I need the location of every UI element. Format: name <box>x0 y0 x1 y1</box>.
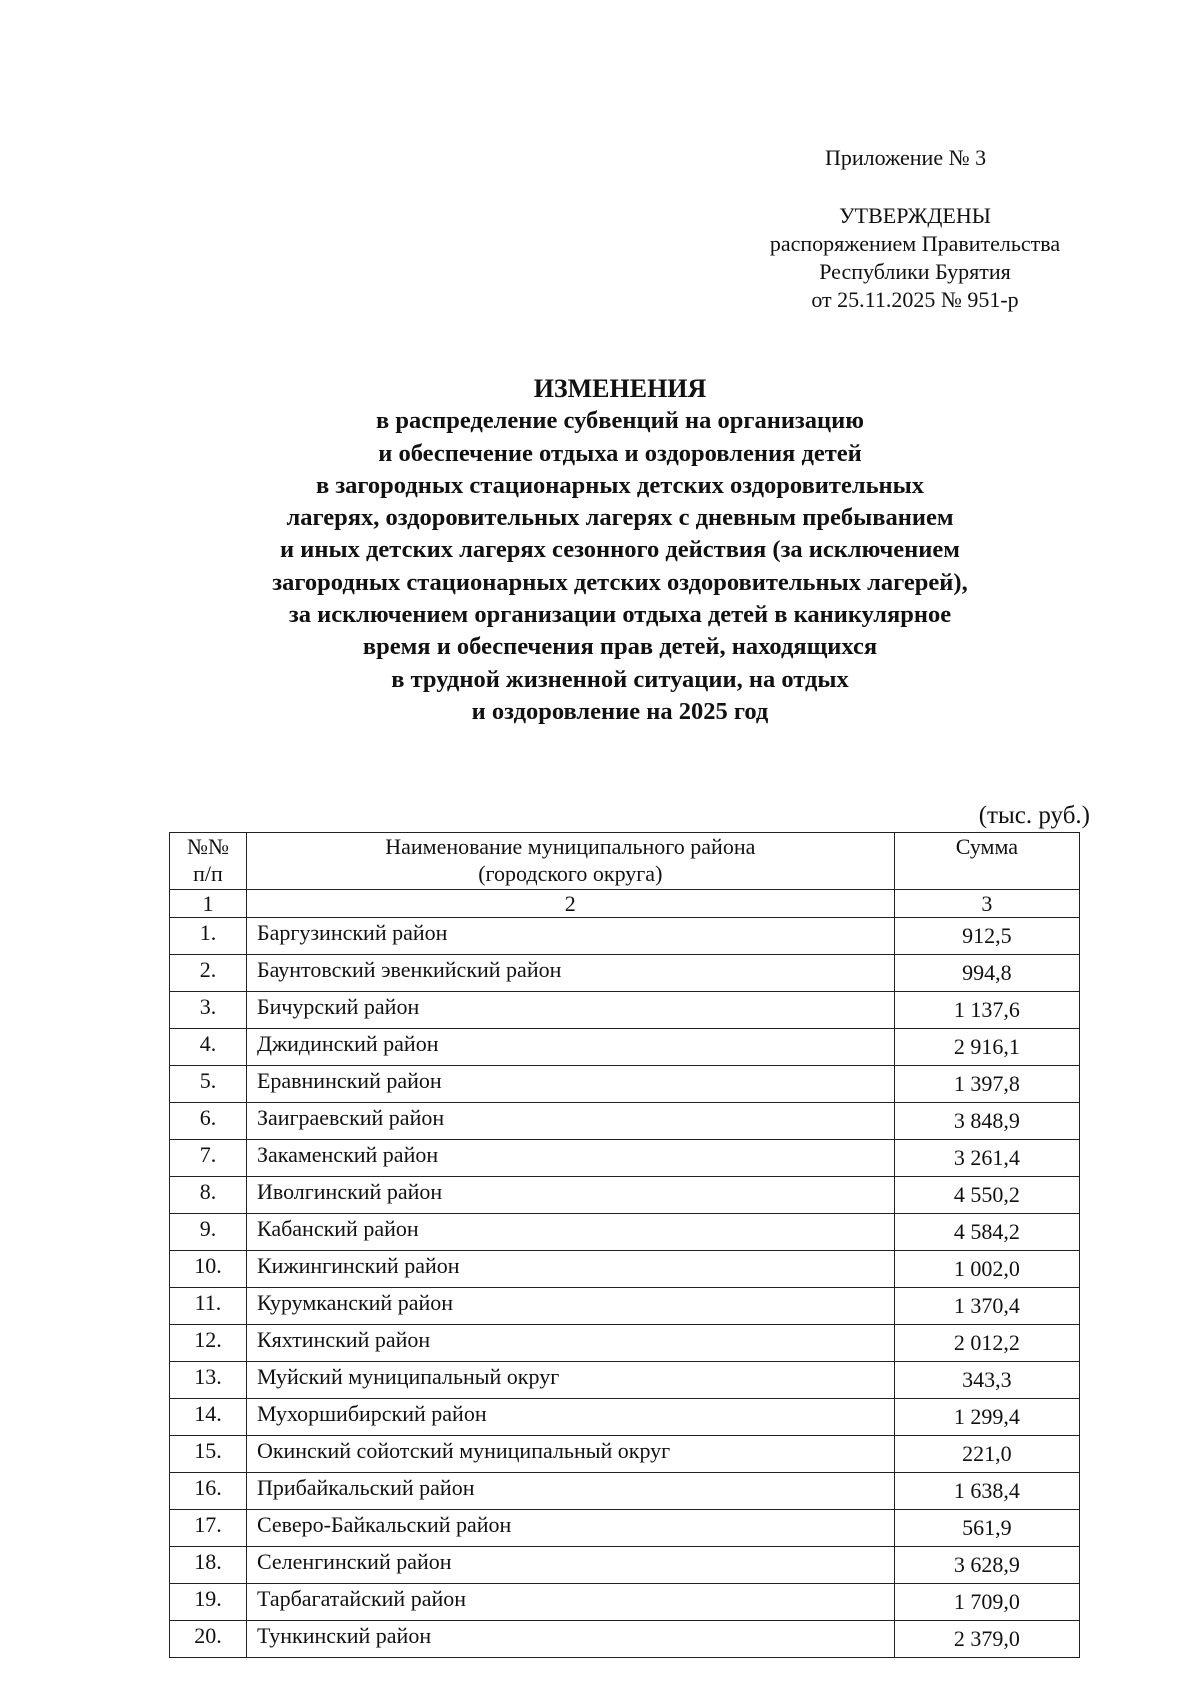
row-district-name: Прибайкальский район <box>246 1473 894 1510</box>
table-row <box>170 1140 1080 1177</box>
row-sum: 1 002,0 <box>894 1251 1079 1288</box>
title-line: и оздоровление на 2025 год <box>471 697 769 725</box>
title-main: ИЗМЕНЕНИЯ <box>533 374 707 403</box>
table-row <box>170 1436 1080 1473</box>
title-line: лагерях, оздоровительных лагерях с дневным пребыванием <box>286 504 954 532</box>
table-row <box>170 1288 1080 1325</box>
header-num <box>170 833 247 890</box>
table-row <box>170 1325 1080 1362</box>
row-number: 13. <box>170 1362 247 1399</box>
approval-line: распоряжением Правительства <box>769 231 1061 256</box>
row-district-name: Окинский сойотский муниципальный округ <box>246 1436 894 1473</box>
row-district-name: Кабанский район <box>246 1214 894 1251</box>
header-sum: Сумма <box>894 833 1079 890</box>
title-line: загородных стационарных детских оздоровительных лагерей), <box>272 568 968 596</box>
row-district-name: Баргузинский район <box>246 918 894 955</box>
row-number: 14. <box>170 1399 247 1436</box>
title-line: в трудной жизненной ситуации, на отдых <box>391 665 849 693</box>
row-sum: 912,5 <box>894 918 1079 955</box>
row-district-name: Еравнинский район <box>246 1066 894 1103</box>
table-row <box>170 1584 1080 1621</box>
appendix-label: Приложение № 3 <box>825 145 987 170</box>
row-district-name: Кяхтинский район <box>246 1325 894 1362</box>
table-row <box>170 1103 1080 1140</box>
table-header-row <box>170 833 1080 890</box>
table-row <box>170 1547 1080 1584</box>
row-sum: 3 261,4 <box>894 1140 1079 1177</box>
row-number: 20. <box>170 1621 247 1658</box>
table-row <box>170 1399 1080 1436</box>
table-row <box>170 1510 1080 1547</box>
row-sum: 1 638,4 <box>894 1473 1079 1510</box>
row-number: 5. <box>170 1066 247 1103</box>
row-sum: 2 379,0 <box>894 1621 1079 1658</box>
row-sum: 561,9 <box>894 1510 1079 1547</box>
row-number: 8. <box>170 1177 247 1214</box>
title-line: за исключением организации отдыха детей в каникулярное <box>288 601 952 629</box>
table-row <box>170 1362 1080 1399</box>
column-index: 2 <box>246 890 894 918</box>
row-sum: 4 584,2 <box>894 1214 1079 1251</box>
row-district-name: Бичурский район <box>246 992 894 1029</box>
header-name-line: Наименование муниципального района <box>385 834 756 859</box>
row-number: 3. <box>170 992 247 1029</box>
row-sum: 343,3 <box>894 1362 1079 1399</box>
row-district-name: Тункинский район <box>246 1621 894 1658</box>
row-sum: 1 709,0 <box>894 1584 1079 1621</box>
row-district-name: Иволгинский район <box>246 1177 894 1214</box>
title-line: и обеспечение отдыха и оздоровления детей <box>378 439 862 467</box>
row-district-name: Муйский муниципальный округ <box>246 1362 894 1399</box>
row-number: 7. <box>170 1140 247 1177</box>
row-sum: 1 370,4 <box>894 1288 1079 1325</box>
row-number: 6. <box>170 1103 247 1140</box>
row-district-name: Заиграевский район <box>246 1103 894 1140</box>
row-district-name: Курумканский район <box>246 1288 894 1325</box>
title-line: в распределение субвенций на организацию <box>376 407 864 435</box>
row-sum: 221,0 <box>894 1436 1079 1473</box>
row-sum: 3 848,9 <box>894 1103 1079 1140</box>
units-label: (тыс. руб.) <box>978 802 1090 829</box>
row-sum: 4 550,2 <box>894 1177 1079 1214</box>
row-district-name: Закаменский район <box>246 1140 894 1177</box>
row-district-name: Кижингинский район <box>246 1251 894 1288</box>
document-title <box>150 373 1090 728</box>
row-number: 11. <box>170 1288 247 1325</box>
row-number: 16. <box>170 1473 247 1510</box>
table-row <box>170 1251 1080 1288</box>
approval-line: от 25.11.2025 № 951-р <box>811 287 1019 312</box>
row-district-name: Северо-Байкальский район <box>246 1510 894 1547</box>
approval-line: Республики Бурятия <box>819 259 1011 284</box>
column-index: 1 <box>170 890 247 918</box>
row-number: 12. <box>170 1325 247 1362</box>
row-sum: 1 397,8 <box>894 1066 1079 1103</box>
row-sum: 1 137,6 <box>894 992 1079 1029</box>
column-index: 3 <box>894 890 1079 918</box>
approval-line: УТВЕРЖДЕНЫ <box>839 203 991 228</box>
approval-block <box>745 202 1085 314</box>
table-row <box>170 918 1080 955</box>
row-district-name: Баунтовский эвенкийский район <box>246 955 894 992</box>
row-sum: 3 628,9 <box>894 1547 1079 1584</box>
table-row <box>170 1177 1080 1214</box>
table-row <box>170 1029 1080 1066</box>
row-district-name: Селенгинский район <box>246 1547 894 1584</box>
distribution-table <box>169 832 1080 1658</box>
row-number: 19. <box>170 1584 247 1621</box>
table-row <box>170 1214 1080 1251</box>
row-sum: 2 916,1 <box>894 1029 1079 1066</box>
table-row <box>170 1066 1080 1103</box>
row-number: 18. <box>170 1547 247 1584</box>
row-number: 4. <box>170 1029 247 1066</box>
row-number: 1. <box>170 918 247 955</box>
row-number: 10. <box>170 1251 247 1288</box>
row-district-name: Тарбагатайский район <box>246 1584 894 1621</box>
table-body <box>170 833 1080 1658</box>
row-sum: 2 012,2 <box>894 1325 1079 1362</box>
header-num-line: №№ <box>186 834 229 859</box>
header-name <box>246 833 894 890</box>
title-line: и иных детских лагерях сезонного действия (за исключением <box>280 536 960 564</box>
title-line: в загородных стационарных детских оздоровительных <box>315 471 925 499</box>
row-district-name: Джидинский район <box>246 1029 894 1066</box>
row-number: 15. <box>170 1436 247 1473</box>
header-name-line: (городского округа) <box>478 861 663 886</box>
table-row <box>170 992 1080 1029</box>
row-number: 9. <box>170 1214 247 1251</box>
row-district-name: Мухоршибирский район <box>246 1399 894 1436</box>
row-sum: 1 299,4 <box>894 1399 1079 1436</box>
column-index-row <box>170 890 1080 918</box>
title-line: время и обеспечения прав детей, находящихся <box>362 633 878 661</box>
table-row <box>170 1473 1080 1510</box>
row-number: 2. <box>170 955 247 992</box>
table-row <box>170 955 1080 992</box>
row-number: 17. <box>170 1510 247 1547</box>
header-num-line: п/п <box>193 861 223 886</box>
row-sum: 994,8 <box>894 955 1079 992</box>
table-row <box>170 1621 1080 1658</box>
